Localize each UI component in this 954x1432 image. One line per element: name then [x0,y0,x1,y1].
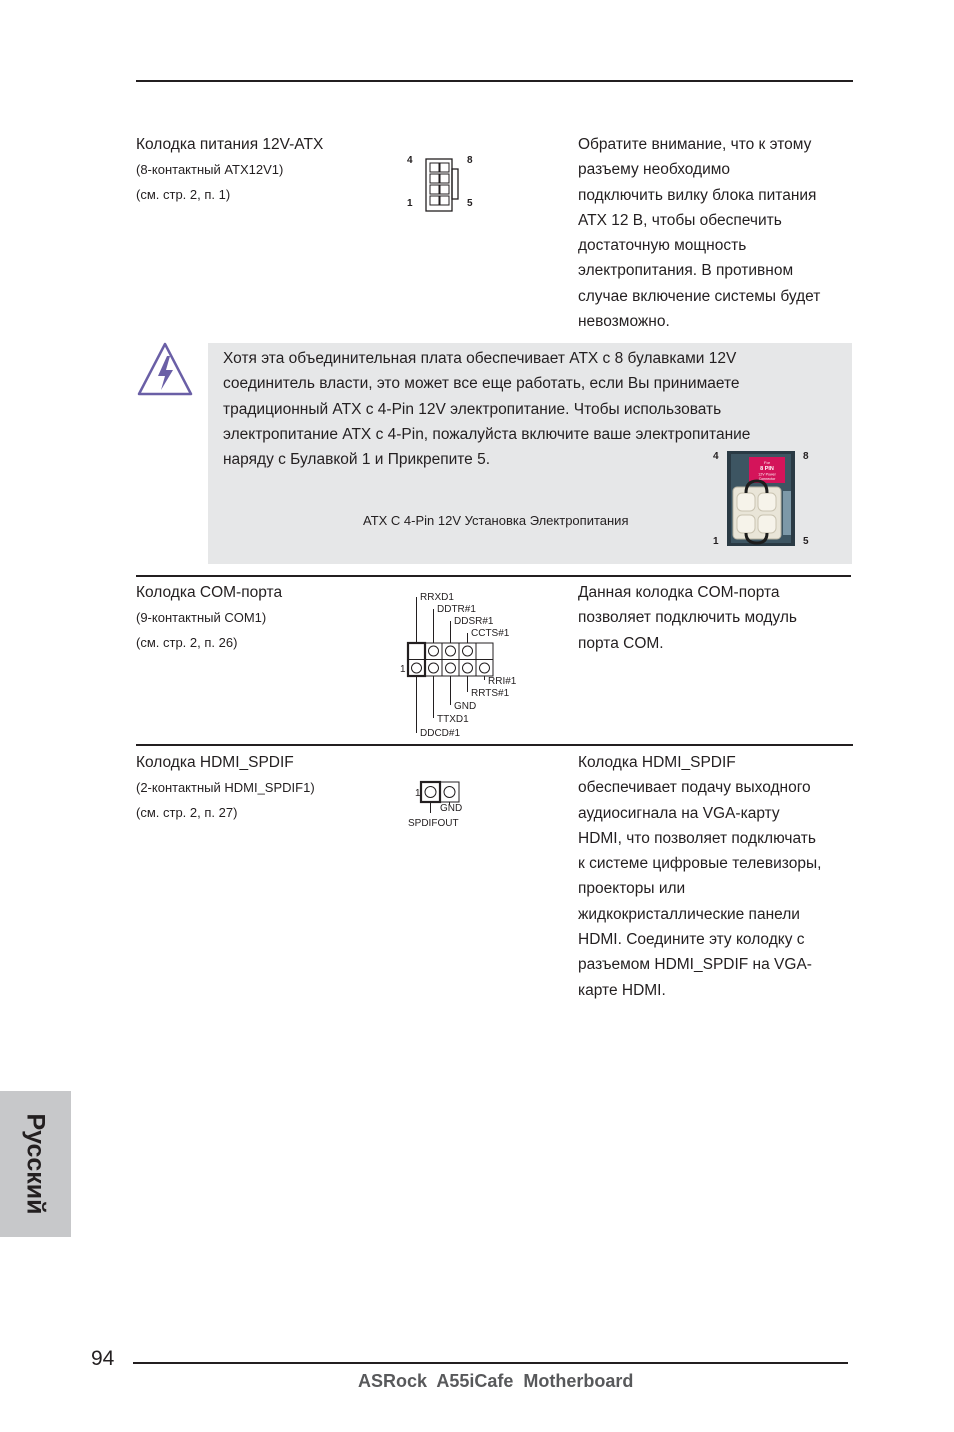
com-pinout-diagram [398,588,523,740]
atx-desc-line: достаточную мощность [578,237,747,255]
hdmi-desc-line: к системе цифровые телевизоры, [578,855,822,873]
language-side-tab [0,1091,71,1237]
hdmi-desc-line: проекторы или [578,880,686,898]
warning-line: соединитель власти, это может все еще работать, если Вы принимаете [223,375,740,393]
warning-line: электропитание ATX с 4-Pin, пожалуйста включите ваше электропитание [223,425,751,443]
com-description [578,580,848,656]
hdmi-desc-line: аудиосигнала на VGA-карту [578,804,780,822]
page-number: 94 [91,1347,115,1370]
divider-hdmi [136,744,853,746]
com-pin-rrxd1: RRXD1 [420,592,454,603]
atx-desc-line: Обратите внимание, что к этому [578,136,812,153]
com-desc-line: Данная колодка COM-порта [578,584,780,601]
connector-photo-figure [708,447,818,551]
com-pin-ddtr1: DDTR#1 [437,604,476,615]
photo-pin-label-5: 5 [803,536,809,547]
hdmi-desc-line: разъемом HDMI_SPDIF на VGA- [578,956,812,974]
hdmi-left-column [136,750,386,825]
hdmi-desc-line: карте HDMI. [578,981,666,999]
com-subtitle-1: (9-контактный COM1) [136,610,267,626]
atx-desc-line: невозможно. [578,313,670,331]
atx-desc-line: электропитания. В противном [578,262,794,280]
atx-connector-diagram [400,152,480,214]
atx-pin-label-1: 1 [407,198,413,209]
hdmi-title: Колодка HDMI_SPDIF [136,754,294,771]
photo-pin-label-1: 1 [713,536,719,547]
language-side-tab-label: Русский [21,1113,50,1215]
divider-com [136,575,851,577]
atx-connector-icon [424,157,464,213]
hdmi-subtitle-1: (2-контактный HDMI_SPDIF1) [136,780,315,796]
hdmi-spdif-pinout-diagram [405,778,475,830]
atx-description [578,132,848,334]
atx-subtitle-1: (8-контактный ATX12V1) [136,162,284,178]
com-subtitle-2: (см. стр. 2, п. 26) [136,635,238,651]
com-title: Колодка COM-порта [136,584,283,601]
footer-rule [133,1362,848,1364]
footer-title: ASRock A55iCafe Motherboard [358,1371,634,1391]
warning-line: наряду с Булавкой 1 и Прикрепите 5. [223,451,491,469]
warning-line: Хотя эта объединительная плата обеспечивает ATX с 8 булавками 12V [223,350,737,367]
atx-desc-line: АТХ 12 В, чтобы обеспечить [578,211,782,229]
hdmi-desc-line: обеспечивает подачу выходного [578,779,811,797]
atx-pin-label-8: 8 [467,155,473,166]
com-pin-ddsr1: DDSR#1 [454,616,494,627]
com-pin-ddcd1: DDCD#1 [420,728,461,739]
photo-pin-label-8: 8 [803,451,809,462]
com-pin-1: 1 [400,664,406,675]
hdmi-pin-1: 1 [415,788,421,799]
atx-subtitle-2: (см. стр. 2, п. 1) [136,187,231,203]
warning-line: традиционный ATX с 4-Pin 12V электропитание. Чтобы использовать [223,400,722,418]
com-pin-ttxd1: TTXD1 [437,714,469,725]
atx-title: Колодка питания 12V-ATX [136,136,324,153]
atx-pin-label-5: 5 [467,198,473,209]
atx-left-column [136,132,386,207]
hdmi-desc-line: Колодка HDMI_SPDIF [578,754,736,771]
hdmi-description [578,750,848,1003]
warning-icon [136,340,194,398]
photo-label-8pin: 8 PIN [760,466,774,472]
top-rule [136,80,853,82]
com-desc-line: позволяет подключить модуль [578,609,797,627]
atx-desc-line: случае включение системы будет [578,287,821,305]
atx-desc-line: подключить вилку блока питания [578,186,817,204]
photo-label-12v: 12V Power [758,472,776,477]
hdmi-pin-gnd: GND [440,803,463,814]
com-pin-rri1: RRI#1 [488,676,517,687]
hdmi-desc-line: жидкокристаллические панели [578,905,800,923]
hdmi-pin-spdifout: SPDIFOUT [408,818,459,829]
com-pin-rrts1: RRTS#1 [471,688,510,699]
connector-photo [727,451,795,546]
warning-box [208,343,852,564]
hdmi-subtitle-2: (см. стр. 2, п. 27) [136,805,238,821]
com-desc-line: порта COM. [578,634,664,652]
atx-desc-line: разъему необходимо [578,161,731,179]
photo-pin-label-4: 4 [713,451,719,462]
com-left-column [136,580,386,655]
photo-label-for: For [764,460,770,465]
com-pin-ccts1: CCTS#1 [471,628,510,639]
warning-caption: ATX С 4-Pin 12V Установка Электропитания [363,513,629,528]
com-pin-gnd: GND [454,701,477,712]
photo-label-connector: Connector [758,477,776,481]
hdmi-desc-line: HDMI, что позволяет подключать [578,829,816,847]
hdmi-desc-line: HDMI. Соедините эту колодку с [578,931,805,949]
atx-pin-label-4: 4 [407,155,413,166]
